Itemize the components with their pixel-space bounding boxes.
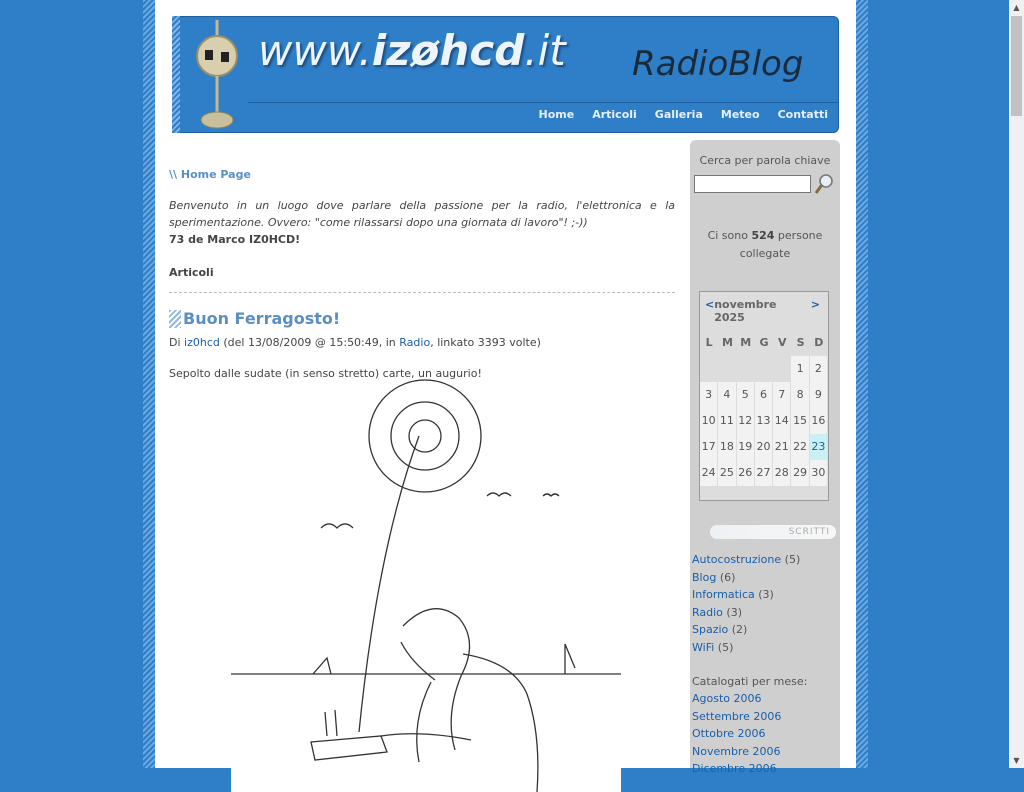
month-link[interactable]: Agosto 2006 <box>692 692 762 705</box>
header-banner <box>172 16 839 133</box>
calendar-blank <box>773 356 791 382</box>
category-link[interactable]: WiFi <box>692 640 715 654</box>
page <box>155 0 856 775</box>
category-count: (5) <box>714 640 734 654</box>
scroll-down-icon[interactable]: ▼ <box>1013 756 1020 765</box>
calendar <box>699 291 829 501</box>
category-count: (6) <box>716 570 736 584</box>
category-link[interactable]: Informatica <box>692 588 755 601</box>
calendar-today[interactable]: 23 <box>810 434 828 460</box>
right-stripe <box>856 0 868 768</box>
radiometer-logo-icon <box>192 20 242 130</box>
category-link[interactable]: Spazio <box>692 623 729 636</box>
post-title-text[interactable]: Buon Ferragosto! <box>183 309 341 328</box>
category-item <box>692 551 840 569</box>
search-input[interactable] <box>694 175 811 193</box>
scroll-thumb[interactable] <box>1011 16 1022 116</box>
post-meta <box>169 336 675 349</box>
calendar-dayname: G <box>759 336 769 349</box>
calendar-day[interactable]: 1 <box>791 356 809 382</box>
sidebar <box>690 140 840 775</box>
calendar-day[interactable]: 30 <box>810 460 828 486</box>
online-prefix: Ci sono <box>707 229 752 242</box>
site-subtitle: RadioBlog <box>632 44 804 84</box>
calendar-day[interactable]: 26 <box>737 460 755 486</box>
calendar-day[interactable]: 12 <box>737 408 755 434</box>
scroll-up-icon[interactable]: ▲ <box>1013 3 1020 12</box>
calendar-dayname: S <box>796 336 805 349</box>
calendar-next[interactable]: > <box>810 298 820 311</box>
month-list <box>692 690 840 778</box>
calendar-day[interactable]: 25 <box>718 460 736 486</box>
calendar-day[interactable]: 3 <box>700 382 718 408</box>
calendar-dayname: L <box>705 336 713 349</box>
calendar-prev[interactable]: < <box>705 298 715 311</box>
calendar-day[interactable]: 14 <box>773 408 791 434</box>
cartoon-image <box>231 392 621 792</box>
calendar-day[interactable]: 29 <box>791 460 809 486</box>
section-title: Articoli <box>169 266 675 293</box>
category-link[interactable]: Autocostruzione <box>692 553 782 566</box>
online-count: 524 <box>751 229 775 242</box>
calendar-dayname: M <box>740 336 752 349</box>
calendar-blank <box>718 356 736 382</box>
month-link[interactable]: Dicembre 2006 <box>692 762 777 775</box>
main-content <box>169 168 675 380</box>
calendar-grid <box>700 330 828 486</box>
calendar-day[interactable]: 18 <box>718 434 736 460</box>
intro-text: Benvenuto in un luogo dove parlare della passione per la radio, l'elettronica e la sperimentazione. Ovvero: "come rilassarsi dopo una giornata di lavoro"! ;-)) <box>169 199 675 229</box>
calendar-day[interactable]: 4 <box>718 382 736 408</box>
calendar-day[interactable]: 8 <box>791 382 809 408</box>
calendar-day[interactable]: 9 <box>810 382 828 408</box>
left-stripe <box>143 0 155 768</box>
calendar-day[interactable]: 16 <box>810 408 828 434</box>
calendar-day[interactable]: 2 <box>810 356 828 382</box>
calendar-day[interactable]: 24 <box>700 460 718 486</box>
nav-contatti[interactable]: Contatti <box>777 108 828 121</box>
category-item <box>692 586 840 604</box>
calendar-header <box>700 292 828 324</box>
month-link[interactable]: Ottobre 2006 <box>692 727 766 740</box>
nav-articoli[interactable]: Articoli <box>592 108 637 121</box>
author-link[interactable]: iz0hcd <box>184 336 220 349</box>
calendar-day[interactable]: 11 <box>718 408 736 434</box>
calendar-dayname: D <box>814 336 824 349</box>
online-counter <box>690 227 840 263</box>
category-item <box>692 639 840 657</box>
calendar-day[interactable]: 27 <box>755 460 773 486</box>
category-link[interactable]: Radio <box>399 336 431 349</box>
calendar-day[interactable]: 22 <box>791 434 809 460</box>
months-label: Catalogati per mese: <box>692 675 808 688</box>
calendar-day[interactable]: 5 <box>737 382 755 408</box>
calendar-dayname: V <box>778 336 787 349</box>
search-row <box>694 173 840 195</box>
nav-home[interactable]: Home <box>538 108 575 121</box>
post-body: Sepolto dalle sudate (in senso stretto) carte, un augurio! <box>169 367 482 380</box>
category-item <box>692 569 840 587</box>
site-title: www.izøhcd.it <box>258 26 566 75</box>
category-link[interactable]: Radio <box>692 605 723 619</box>
month-link[interactable]: Settembre 2006 <box>692 709 782 723</box>
scritti-label: SCRITTI <box>710 525 836 539</box>
category-count: (2) <box>728 623 748 636</box>
calendar-dayname: M <box>721 336 733 349</box>
search-label: Cerca per parola chiave <box>699 154 831 167</box>
month-link[interactable]: Novembre 2006 <box>692 744 781 758</box>
calendar-day[interactable]: 17 <box>700 434 718 460</box>
calendar-day[interactable]: 19 <box>737 434 755 460</box>
nav-galleria[interactable]: Galleria <box>654 108 703 121</box>
category-list <box>692 551 840 656</box>
scrollbar[interactable] <box>1009 0 1024 768</box>
calendar-day[interactable]: 28 <box>773 460 791 486</box>
online-suffix: persone collegate <box>739 229 823 260</box>
calendar-day[interactable]: 21 <box>773 434 791 460</box>
calendar-day[interactable]: 15 <box>791 408 809 434</box>
category-count: (3) <box>722 605 742 619</box>
search-icon[interactable] <box>814 173 836 195</box>
post-title[interactable] <box>169 309 675 328</box>
breadcrumb[interactable]: \\ Home Page <box>169 168 251 181</box>
category-item <box>692 604 840 622</box>
calendar-day[interactable]: 13 <box>755 408 773 434</box>
top-nav <box>530 108 837 121</box>
category-link[interactable]: Blog <box>692 570 717 584</box>
calendar-month: novembre 2025 <box>714 298 777 324</box>
calendar-blank <box>737 356 755 382</box>
meta-date: (del 13/08/2009 @ 15:50:49, in <box>219 336 400 349</box>
calendar-day[interactable]: 10 <box>700 408 718 434</box>
calendar-day[interactable]: 6 <box>755 382 773 408</box>
meta-prefix: Di <box>169 336 185 349</box>
banner-divider <box>248 102 839 103</box>
signature: 73 de Marco IZ0HCD! <box>169 233 301 246</box>
banner-stripe <box>172 16 180 133</box>
nav-meteo[interactable]: Meteo <box>720 108 760 121</box>
category-count: (5) <box>781 553 801 566</box>
category-item <box>692 621 840 639</box>
calendar-blank <box>755 356 773 382</box>
meta-suffix: , linkato 3393 volte) <box>430 336 541 349</box>
calendar-blank <box>700 356 718 382</box>
post-bullet-icon <box>169 310 181 328</box>
calendar-day[interactable]: 20 <box>755 434 773 460</box>
category-count: (3) <box>754 588 774 601</box>
calendar-day[interactable]: 7 <box>773 382 791 408</box>
